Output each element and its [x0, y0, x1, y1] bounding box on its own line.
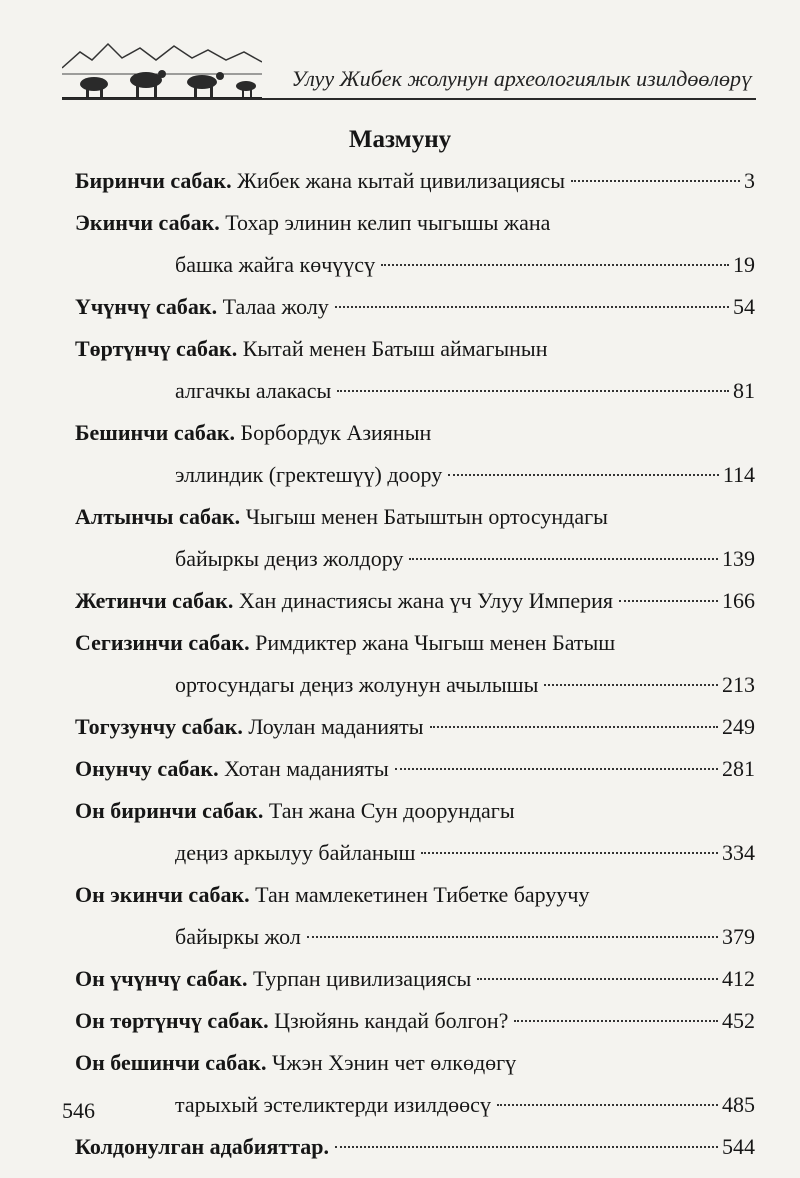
- lesson-heading: Сегизинчи сабак.: [75, 630, 250, 655]
- toc-entry: [75, 160, 755, 202]
- lesson-heading: Экинчи сабак.: [75, 210, 220, 235]
- dot-leader: [335, 1146, 718, 1148]
- toc-line: [75, 748, 755, 790]
- toc-line: [75, 832, 755, 874]
- toc-line: [75, 286, 755, 328]
- lesson-title: тарыхый эстеликтерди изилдөөсү: [175, 1092, 491, 1117]
- dot-leader: [381, 264, 729, 266]
- page-ref: 379: [722, 924, 755, 949]
- lesson-title: Лоулан маданияты: [248, 714, 424, 739]
- lesson-title: Хан династиясы жана үч Улуу Империя: [238, 588, 613, 613]
- lesson-title: Чыгыш менен Батыштын ортосундагы: [245, 504, 608, 529]
- toc-line: [75, 580, 755, 622]
- toc-line: [75, 202, 755, 244]
- lesson-heading: Үчүнчү сабак.: [75, 294, 218, 319]
- toc-entry: [75, 1126, 755, 1168]
- lesson-title: байыркы жол: [175, 924, 301, 949]
- toc-entry: [75, 874, 755, 958]
- dot-leader: [430, 726, 719, 728]
- toc-line: [75, 874, 755, 916]
- toc-entry: [75, 328, 755, 412]
- toc-line: [75, 1042, 755, 1084]
- dot-leader: [337, 390, 729, 392]
- page-ref: 485: [722, 1092, 755, 1117]
- lesson-title: деңиз аркылуу байланыш: [175, 840, 416, 865]
- dot-leader: [619, 600, 718, 602]
- toc-line: [75, 1084, 755, 1126]
- lesson-title: эллиндик (гректешүү) доору: [175, 462, 443, 487]
- lesson-title: Борбордук Азиянын: [240, 420, 432, 445]
- lesson-title: Талаа жолу: [222, 294, 329, 319]
- lesson-heading: Бешинчи сабак.: [75, 420, 236, 445]
- caravan-engraving-icon: [62, 30, 262, 102]
- page-ref: 114: [722, 462, 755, 487]
- toc-title: Мазмуну: [348, 126, 452, 153]
- dot-leader: [448, 474, 719, 476]
- toc-entry: [75, 202, 755, 286]
- lesson-heading: Он үчүнчү сабак.: [75, 966, 248, 991]
- toc-line: [75, 790, 755, 832]
- toc-line: [75, 496, 755, 538]
- toc-entry: [75, 622, 755, 706]
- lesson-heading: Төртүнчү сабак.: [75, 336, 238, 361]
- page-ref: 334: [722, 840, 755, 865]
- running-title: Улуу Жибек жолунун археологиялык изилдөөлөрү: [291, 66, 752, 91]
- lesson-heading: Он бешинчи сабак.: [75, 1050, 267, 1075]
- lesson-title: Римдиктер жана Чыгыш менен Батыш: [255, 630, 616, 655]
- toc-entry: [75, 706, 755, 748]
- page-ref: 452: [722, 1008, 755, 1033]
- lesson-title: Кытай менен Батыш аймагынын: [242, 336, 548, 361]
- toc-line: [75, 160, 755, 202]
- lesson-title: Тан мамлекетинен Тибетке баруучу: [255, 882, 590, 907]
- lesson-heading: Тогузунчу сабак.: [75, 714, 243, 739]
- dot-leader: [421, 852, 718, 854]
- page-ref: 281: [722, 756, 755, 781]
- toc-line: [75, 958, 755, 1000]
- dot-leader: [571, 180, 740, 182]
- lesson-title: алгачкы алакасы: [175, 378, 332, 403]
- toc-line: [75, 370, 755, 412]
- lesson-heading: Колдонулган адабияттар.: [75, 1134, 329, 1159]
- toc-line: [75, 1000, 755, 1042]
- lesson-title: Хотан маданияты: [224, 756, 389, 781]
- toc-line: [75, 916, 755, 958]
- lesson-heading: Он биринчи сабак.: [75, 798, 264, 823]
- lesson-title: Чжэн Хэнин чет өлкөдөгү: [271, 1050, 517, 1075]
- lesson-title: Тохар элинин келип чыгышы жана: [225, 210, 551, 235]
- lesson-title: Жибек жана кытай цивилизациясы: [237, 168, 565, 193]
- toc-line: [75, 706, 755, 748]
- lesson-title: Тан жана Сун доорундагы: [268, 798, 515, 823]
- toc-line: [75, 664, 755, 706]
- toc-entry: [75, 748, 755, 790]
- page-ref: 412: [722, 966, 755, 991]
- lesson-title: байыркы деңиз жолдору: [175, 546, 404, 571]
- toc-entry: [75, 412, 755, 496]
- lesson-heading: Он экинчи сабак.: [75, 882, 250, 907]
- page-ref: 544: [722, 1134, 755, 1159]
- toc-line: [75, 412, 755, 454]
- lesson-title: ортосундагы деңиз жолунун ачылышы: [175, 672, 539, 697]
- toc-entry: [75, 1000, 755, 1042]
- dot-leader: [477, 978, 718, 980]
- page-ref: 81: [733, 378, 755, 403]
- lesson-heading: Онунчу сабак.: [75, 756, 219, 781]
- dot-leader: [307, 936, 718, 938]
- page-ref: 166: [722, 588, 755, 613]
- page-ref: 213: [722, 672, 755, 697]
- toc-line: [75, 538, 755, 580]
- toc-line: [75, 622, 755, 664]
- lesson-heading: Жетинчи сабак.: [75, 588, 234, 613]
- toc-line: [75, 328, 755, 370]
- toc-line: [75, 1126, 755, 1168]
- toc-entry: [75, 1042, 755, 1126]
- lesson-heading: Алтынчы сабак.: [75, 504, 241, 529]
- dot-leader: [409, 558, 718, 560]
- lesson-title: башка жайга көчүүсү: [175, 252, 376, 277]
- toc-entry: [75, 790, 755, 874]
- dot-leader: [497, 1104, 718, 1106]
- page-number: 546: [62, 1098, 95, 1123]
- page-ref: 249: [722, 714, 755, 739]
- toc-entry: [75, 496, 755, 580]
- toc-entry: [75, 580, 755, 622]
- toc-line: [75, 454, 755, 496]
- page-ref: 54: [733, 294, 755, 319]
- header-rule: [62, 98, 756, 100]
- lesson-title: Цзюйянь кандай болгон?: [274, 1008, 509, 1033]
- lesson-heading: Он төртүнчү сабак.: [75, 1008, 269, 1033]
- dot-leader: [544, 684, 718, 686]
- toc-line: [75, 244, 755, 286]
- page-ref: 3: [744, 168, 755, 193]
- toc-entry: [75, 958, 755, 1000]
- dot-leader: [335, 306, 729, 308]
- page-ref: 139: [722, 546, 755, 571]
- table-of-contents: [75, 160, 755, 1168]
- lesson-title: Турпан цивилизациясы: [253, 966, 472, 991]
- lesson-heading: Биринчи сабак.: [75, 168, 232, 193]
- dot-leader: [514, 1020, 718, 1022]
- toc-entry: [75, 286, 755, 328]
- dot-leader: [395, 768, 718, 770]
- page-ref: 19: [733, 252, 755, 277]
